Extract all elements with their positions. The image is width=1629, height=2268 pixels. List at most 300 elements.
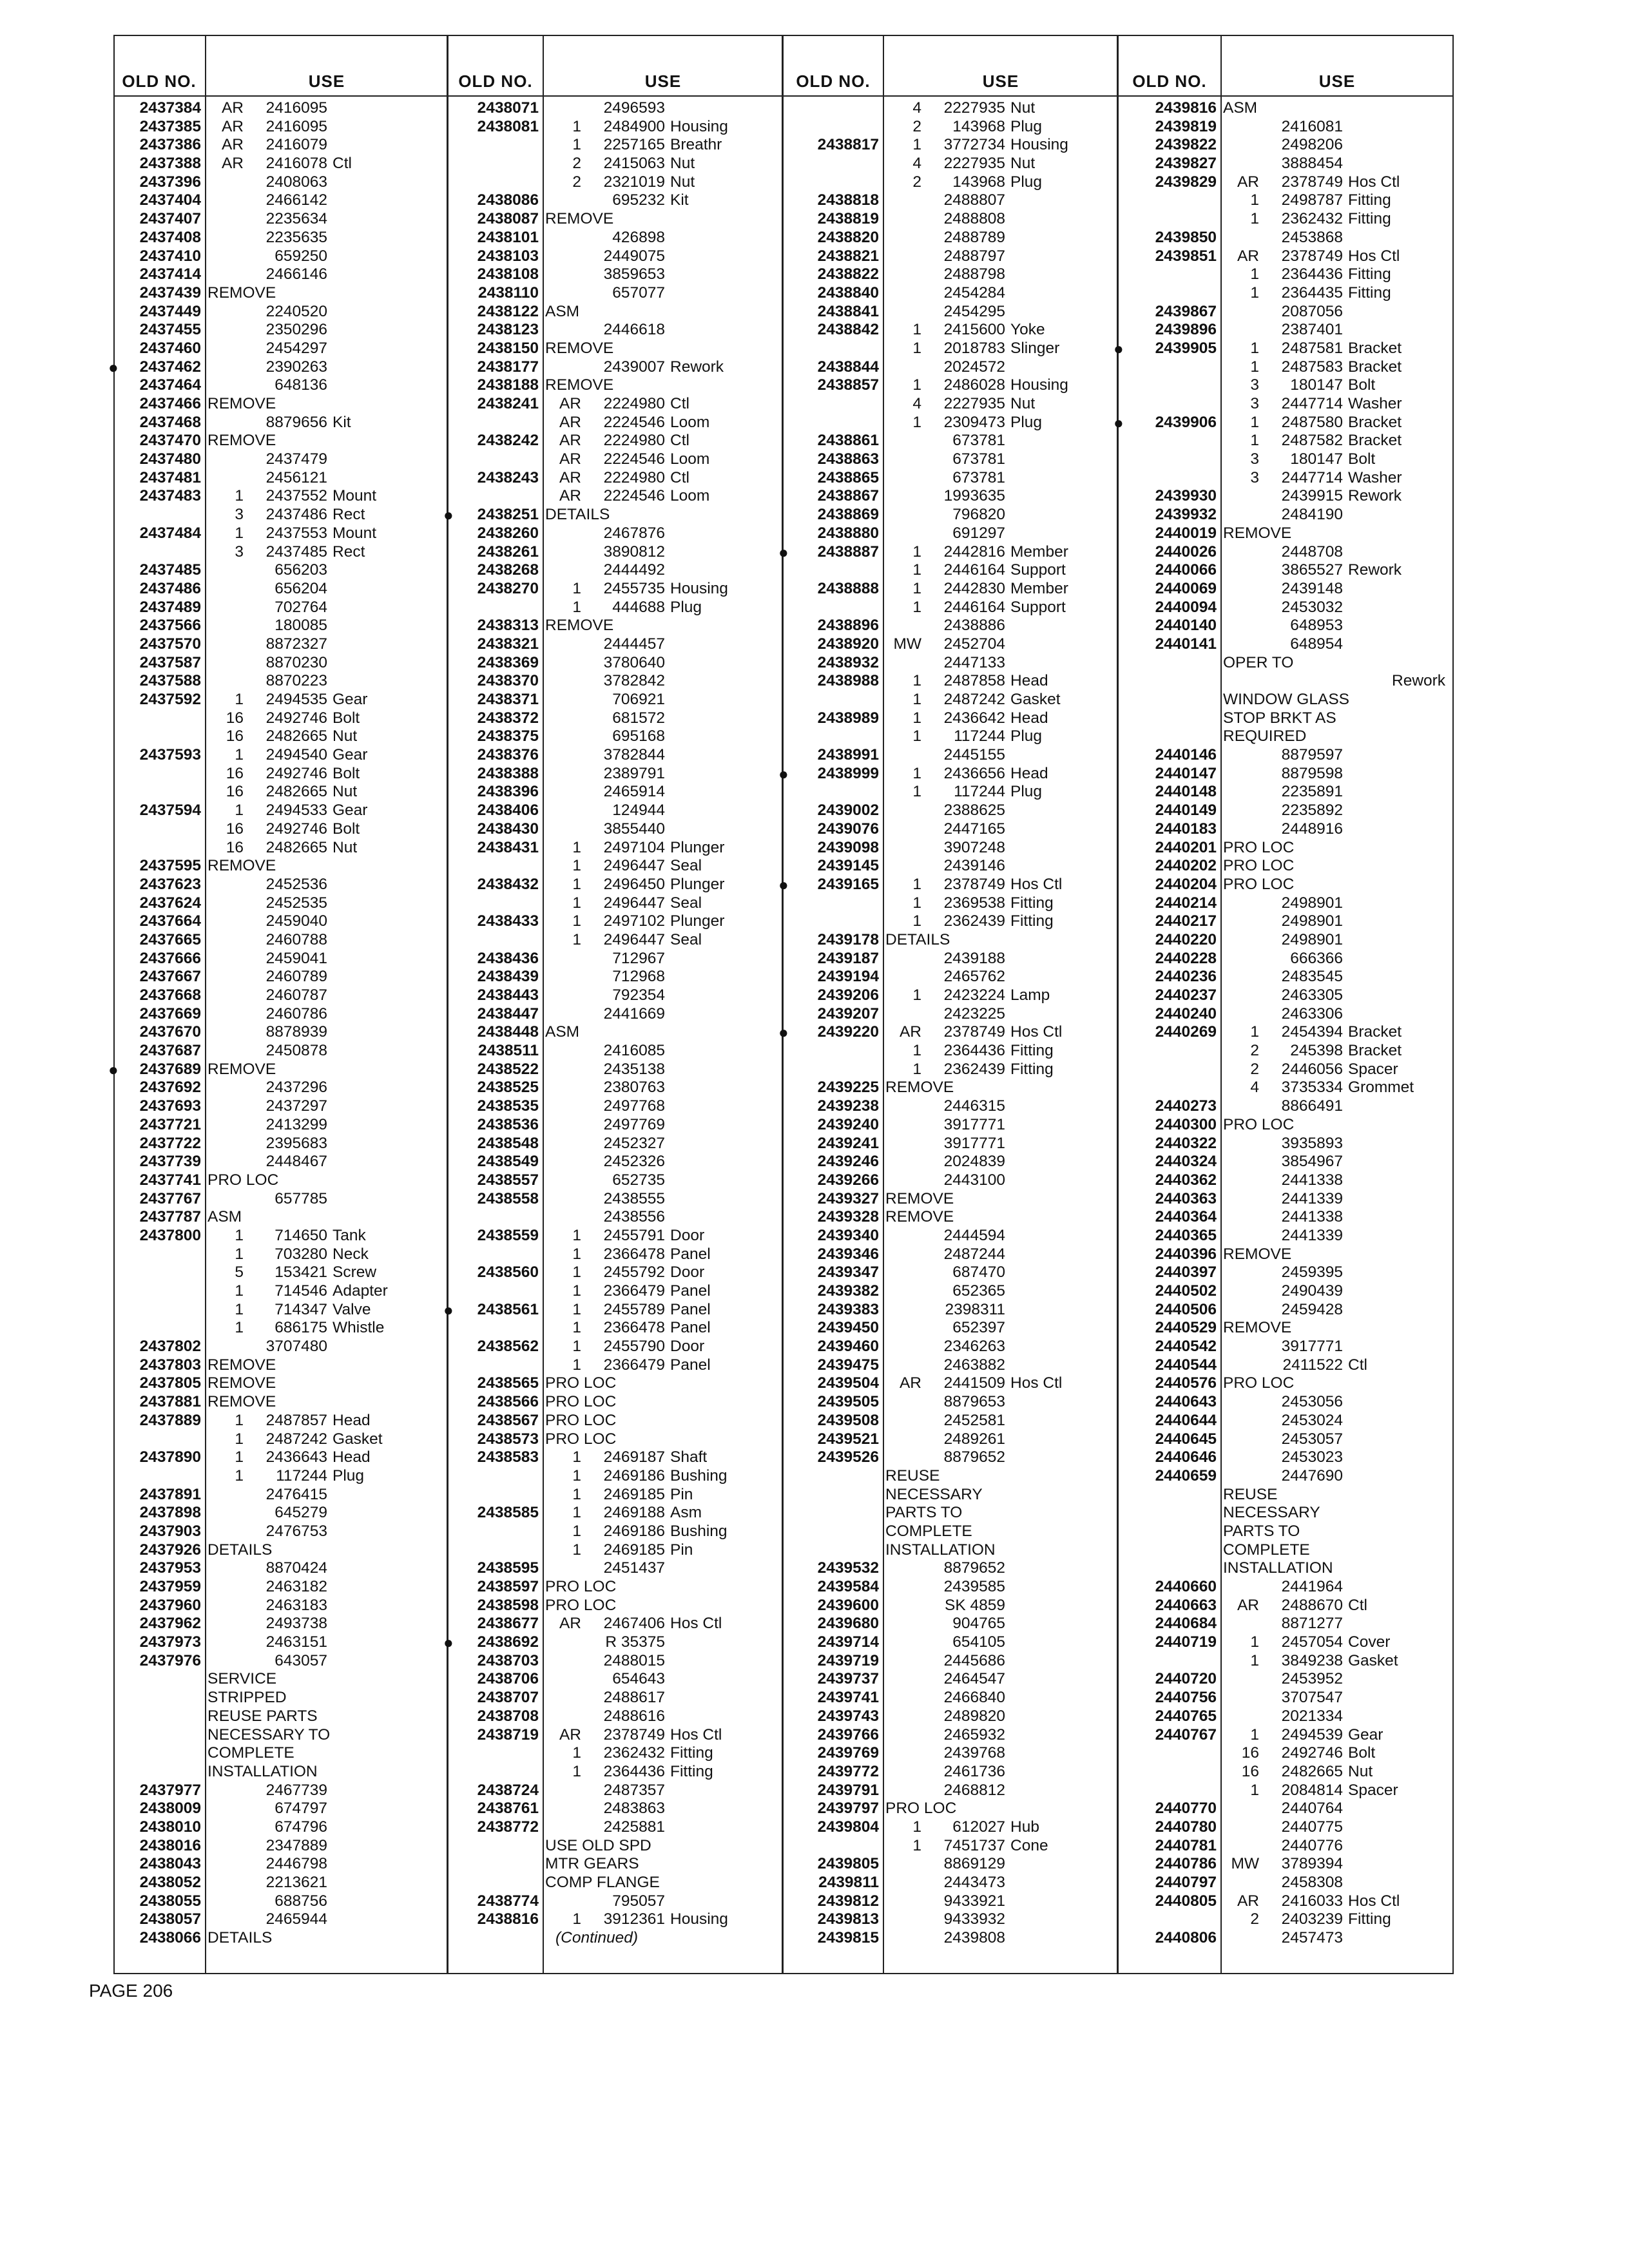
part-number: 2423225 [943,1004,1005,1023]
part-number: 2468812 [943,1781,1005,1799]
part-number: 2454284 [943,284,1005,302]
part-number: 2437479 [265,450,327,468]
old-number: 2440236 [1155,968,1217,986]
old-number: 2438774 [477,1892,539,1910]
old-number: 2437396 [139,173,201,191]
list-item [1119,1356,1454,1375]
list-item [448,691,782,709]
old-number: 2437385 [139,117,201,135]
old-number: 2438703 [477,1651,539,1669]
quantity: 4 [1250,1079,1259,1097]
old-number: 2439804 [817,1818,879,1836]
list-item [1119,1744,1454,1763]
part-number: 3917771 [1281,1338,1343,1356]
quantity: 4 [912,395,921,412]
part-number: 2257165 [603,136,665,154]
old-number: 2439505 [817,1393,879,1411]
list-item [448,1597,782,1615]
list-item [1119,1689,1454,1707]
old-number: 2439521 [817,1430,879,1448]
list-item [1119,1726,1454,1745]
part-number: 2416081 [1281,117,1343,135]
old-number: 2437485 [139,561,201,579]
old-number: 2438724 [477,1781,539,1799]
quantity: 2 [572,173,581,191]
bullet-marker: ● [443,505,454,525]
quantity: AR [559,432,581,450]
old-number: 2438447 [477,1004,539,1023]
list-item [448,1079,782,1097]
part-number: 2390263 [265,358,327,376]
part-description: Head [1010,709,1048,727]
old-number: 2439772 [817,1762,879,1780]
part-description: Housing [670,579,728,597]
list-item [448,229,782,247]
part-number: 2439585 [943,1578,1005,1595]
part-number: 2482665 [1281,1762,1343,1780]
part-number: 714347 [275,1300,327,1318]
quantity: 1 [1250,1651,1259,1669]
part-number: 2447714 [1281,395,1343,412]
part-number: 2463182 [265,1578,327,1595]
quantity: 3 [1250,395,1259,412]
list-item [1119,1800,1454,1818]
quantity: 1 [572,912,581,930]
part-description: Plug [1010,117,1043,135]
part-number: 2497768 [603,1097,665,1115]
part-description: Head [333,1411,371,1429]
old-number: 2439207 [817,1004,879,1023]
list-item [1119,1597,1454,1615]
part-description: Gear [333,746,368,764]
old-number: 2440756 [1155,1689,1217,1707]
part-number: 706921 [612,691,665,708]
list-item [1119,876,1454,894]
part-number: 2460789 [265,968,327,986]
old-number: 2439328 [817,1208,879,1226]
list-item [443,505,782,525]
list-item [784,1892,1117,1911]
list-item [784,1042,1117,1061]
list-item [1119,931,1454,950]
part-description: Hos Ctl [1348,173,1400,191]
part-number: 2452535 [265,894,327,912]
list-item [1119,321,1454,340]
list-item [784,506,1117,524]
part-number: 2415063 [603,155,665,173]
part-description: Ctl [1348,1356,1367,1374]
quantity: 1 [572,894,581,912]
entry-note: PARTS TO [1223,1522,1300,1540]
list-item [448,303,782,322]
old-number: 2438595 [477,1559,539,1577]
list-item [113,950,447,968]
old-number: 2438817 [817,136,879,154]
old-number: 2437449 [139,302,201,320]
list-item [784,247,1117,266]
quantity: AR [899,1023,921,1041]
list-item [448,358,782,377]
old-number: 2439812 [817,1892,879,1910]
part-number: 8871277 [1281,1615,1343,1633]
quantity: 1 [572,1300,581,1318]
old-number: 2438857 [817,376,879,394]
part-description: Hos Ctl [1010,875,1063,893]
list-item [113,1633,447,1652]
list-item [784,1578,1117,1597]
part-description: Mount [333,524,377,542]
part-number: 612027 [952,1818,1005,1836]
list-item [448,1874,782,1892]
old-number: 2439822 [1155,136,1217,154]
quantity: 1 [912,672,921,690]
entry-note: PRO LOC [1223,1374,1295,1392]
quantity: 1 [572,875,581,893]
list-item [1119,1633,1454,1652]
quantity: 1 [235,1245,244,1263]
old-number: 2439346 [817,1245,879,1263]
part-description: Gear [1348,1725,1383,1744]
old-number: 2437739 [139,1153,201,1171]
part-number: 2224546 [603,450,665,468]
list-item [1119,1486,1454,1504]
old-number: 2438677 [477,1615,539,1633]
part-description: Member [1010,579,1068,597]
list-item [448,1818,782,1837]
old-number: 2438101 [477,228,539,246]
list-item [1119,1190,1454,1209]
old-number: 2440066 [1155,561,1217,579]
old-number: 2440765 [1155,1707,1217,1725]
part-number: 2488617 [603,1689,665,1707]
list-item [784,1393,1117,1412]
old-number: 2437881 [139,1393,201,1411]
part-description: Bolt [333,709,360,727]
list-item [448,1837,782,1856]
list-item [1119,1430,1454,1449]
part-description: Grommet [1348,1079,1414,1097]
part-number: 2455789 [603,1300,665,1318]
old-number: 2437480 [139,450,201,468]
entry-note: MTR GEARS [545,1855,639,1873]
old-number: 2438055 [139,1892,201,1910]
list-item [448,1744,782,1763]
part-number: 2416079 [265,136,327,154]
list-item [1119,1707,1454,1726]
old-number: 2438816 [477,1910,539,1928]
old-number: 2437410 [139,247,201,265]
list-item [113,968,447,986]
old-number: 2437721 [139,1115,201,1133]
list-item [1119,968,1454,986]
list-item [448,524,782,543]
list-item [784,709,1117,728]
old-number: 2438009 [139,1800,201,1818]
part-number: 117244 [276,1466,327,1485]
list-item [113,506,447,524]
old-number: 2437486 [139,579,201,597]
list-item [1119,524,1454,543]
part-number: 2454295 [943,302,1005,320]
part-number: 2498901 [1281,912,1343,930]
part-description: Bushing [670,1522,728,1540]
list-item [113,617,447,635]
list-item [784,265,1117,284]
list-item [448,1615,782,1633]
list-item [443,1633,782,1653]
part-number: 2482665 [265,783,327,801]
part-number: 2387401 [1281,321,1343,339]
list-item [784,1467,1117,1486]
old-number: 2440542 [1155,1338,1217,1356]
part-number: 2492746 [265,709,327,727]
part-number: 2416078 [265,155,327,173]
entry-note: NECESSARY [885,1485,983,1503]
part-number: 2456121 [265,468,327,486]
part-number: 2459040 [265,912,327,930]
old-number: 2438261 [477,543,539,561]
part-number: 2366479 [603,1356,665,1374]
list-item [1119,1837,1454,1856]
old-number: 2439241 [817,1134,879,1152]
list-item [784,1061,1117,1079]
quantity: 1 [912,1042,921,1060]
part-number: 2484900 [603,117,665,135]
list-item [448,1356,782,1375]
old-number: 2439098 [817,838,879,856]
part-number: 180147 [1290,376,1343,394]
part-number: 686175 [275,1319,327,1337]
list-item [1119,1504,1454,1523]
old-number: 2439194 [817,968,879,986]
part-number: 2235635 [265,228,327,246]
list-item [113,1523,447,1541]
old-number: 2438865 [817,468,879,486]
part-number: 2446056 [1281,1060,1343,1078]
old-number: 2440645 [1155,1430,1217,1448]
list-item [1119,1282,1454,1301]
list-item [448,599,782,617]
entry-note: REQUIRED [1223,727,1307,745]
list-item [113,1356,447,1375]
old-number: 2438321 [477,635,539,653]
old-number: 2437803 [139,1356,201,1374]
list-item [113,1079,447,1097]
list-item [113,136,447,155]
list-item [784,1319,1117,1338]
list-item [784,802,1117,820]
list-item [784,727,1117,746]
quantity: 1 [572,579,581,597]
part-number: 2487580 [1281,413,1343,431]
part-number: 2469185 [603,1485,665,1503]
quantity: 1 [235,1282,244,1300]
part-description: Nut [1010,99,1036,117]
entry-note: REMOVE [207,432,276,450]
part-number: 2487357 [603,1781,665,1799]
part-number: 2362432 [603,1744,665,1762]
old-number: 2437624 [139,894,201,912]
old-number: 2438991 [817,746,879,764]
quantity: 16 [226,709,244,727]
part-number: 2469188 [603,1504,665,1522]
old-number: 2440659 [1155,1466,1217,1485]
quantity: 1 [912,321,921,339]
part-description: Seal [670,930,702,948]
part-number: 2439915 [1281,487,1343,505]
list-item [1119,1763,1454,1782]
list-item [1119,1670,1454,1689]
list-item [113,487,447,506]
old-number: 2438251 [477,506,539,524]
list-item [448,376,782,395]
list-item [784,210,1117,229]
list-item [784,1282,1117,1301]
part-description: Nut [1348,1762,1373,1780]
list-item [448,265,782,284]
list-item [784,599,1117,617]
old-number: 2439600 [817,1596,879,1614]
part-number: 3782844 [603,746,665,764]
entry-note: REMOVE [207,395,276,412]
part-number: 2439188 [943,949,1005,967]
part-number: 2441509 [943,1374,1005,1392]
list-item [113,1190,447,1209]
quantity: 1 [912,709,921,727]
old-number: 2437468 [139,413,201,431]
header-use-label: USE [308,72,345,91]
entry-note: ASM [545,1023,580,1041]
part-number: 2450878 [265,1042,327,1060]
header-old-no-label: OLD NO. [796,72,871,91]
part-number: 2235892 [1281,802,1343,820]
list-item [448,340,782,358]
old-number: 2439896 [1155,321,1217,339]
list-item [113,1615,447,1633]
part-number: 2457473 [1281,1929,1343,1947]
entry-note: REMOVE [1223,1245,1292,1263]
list-item [784,1097,1117,1116]
list-item [448,1800,782,1818]
part-number: 2362432 [1281,210,1343,228]
list-item [778,1023,1117,1043]
list-item [784,561,1117,580]
list-item [784,912,1117,931]
part-number: 2466146 [265,265,327,284]
old-number: 2440364 [1155,1208,1217,1226]
old-number: 2439526 [817,1448,879,1466]
part-number: 8870230 [265,653,327,671]
quantity: 1 [572,930,581,948]
old-number: 2439805 [817,1855,879,1873]
old-number: 2438920 [817,635,879,653]
quantity: 1 [572,1485,581,1503]
part-description: Bolt [333,764,360,782]
old-number: 2439766 [817,1725,879,1744]
list-item [448,1153,782,1171]
list-item [448,191,782,210]
part-number: 2436642 [943,709,1005,727]
list-item [1119,1652,1454,1671]
list-item [784,1245,1117,1264]
part-description: Lamp [1010,986,1050,1004]
list-item [448,931,782,950]
old-number: 2439741 [817,1689,879,1707]
part-number: 2488789 [943,228,1005,246]
list-item [1119,1135,1454,1153]
quantity: 1 [1250,339,1259,357]
quantity: AR [559,487,581,505]
old-number: 2437903 [139,1522,201,1540]
entry-note: REMOVE [545,617,614,635]
list-item [113,524,447,543]
list-item [1119,1523,1454,1541]
old-number: 2439584 [817,1578,879,1595]
quantity: 1 [912,764,921,782]
part-number: 2084814 [1281,1781,1343,1799]
old-number: 2437489 [139,598,201,616]
part-number: 2369538 [943,894,1005,912]
old-number: 2439906 [1155,413,1217,431]
old-number: 2440217 [1155,912,1217,930]
part-number: 2437297 [265,1097,327,1115]
old-number: 2438432 [477,875,539,893]
list-item [113,1689,447,1707]
old-number: 2440069 [1155,579,1217,597]
list-item [448,284,782,303]
quantity: 1 [912,894,921,912]
part-number: 143968 [952,117,1005,135]
part-number: 2415600 [943,321,1005,339]
part-description: Nut [333,783,358,801]
part-description: Adapter [333,1282,388,1300]
quantity: 1 [912,339,921,357]
header-old-no-label: OLD NO. [122,72,197,91]
entry-note: INSTALLATION [1223,1559,1333,1577]
list-item [784,1190,1117,1209]
part-description: Rect [333,506,365,524]
list-item [1119,839,1454,858]
part-number: 2476753 [265,1522,327,1540]
quantity: 1 [572,1356,581,1374]
list-item [448,1467,782,1486]
list-item [448,469,782,488]
quantity: AR [559,1725,581,1744]
entry-note: REMOVE [207,1356,276,1374]
entry-note: STOP BRKT AS [1223,709,1336,727]
entry-note: PRO LOC [1223,875,1295,893]
part-number: 2452536 [265,875,327,893]
part-number: 3890812 [603,543,665,561]
quantity: 16 [1241,1762,1259,1780]
list-item [784,1541,1117,1560]
list-item [113,1486,447,1504]
part-number: 2446315 [943,1097,1005,1115]
part-description: Fitting [1010,1060,1054,1078]
list-item [448,543,782,562]
entry-note: ASM [545,302,580,320]
quantity: AR [559,1615,581,1633]
part-description: Hos Ctl [1348,247,1400,265]
list-item [1119,1855,1454,1874]
old-number: 2440643 [1155,1393,1217,1411]
list-item [1119,1615,1454,1633]
list-item [1119,191,1454,210]
entry-note: NECESSARY [1223,1504,1320,1522]
part-number: 645279 [275,1504,327,1522]
old-number: 2440576 [1155,1374,1217,1392]
part-number: 2498901 [1281,930,1343,948]
